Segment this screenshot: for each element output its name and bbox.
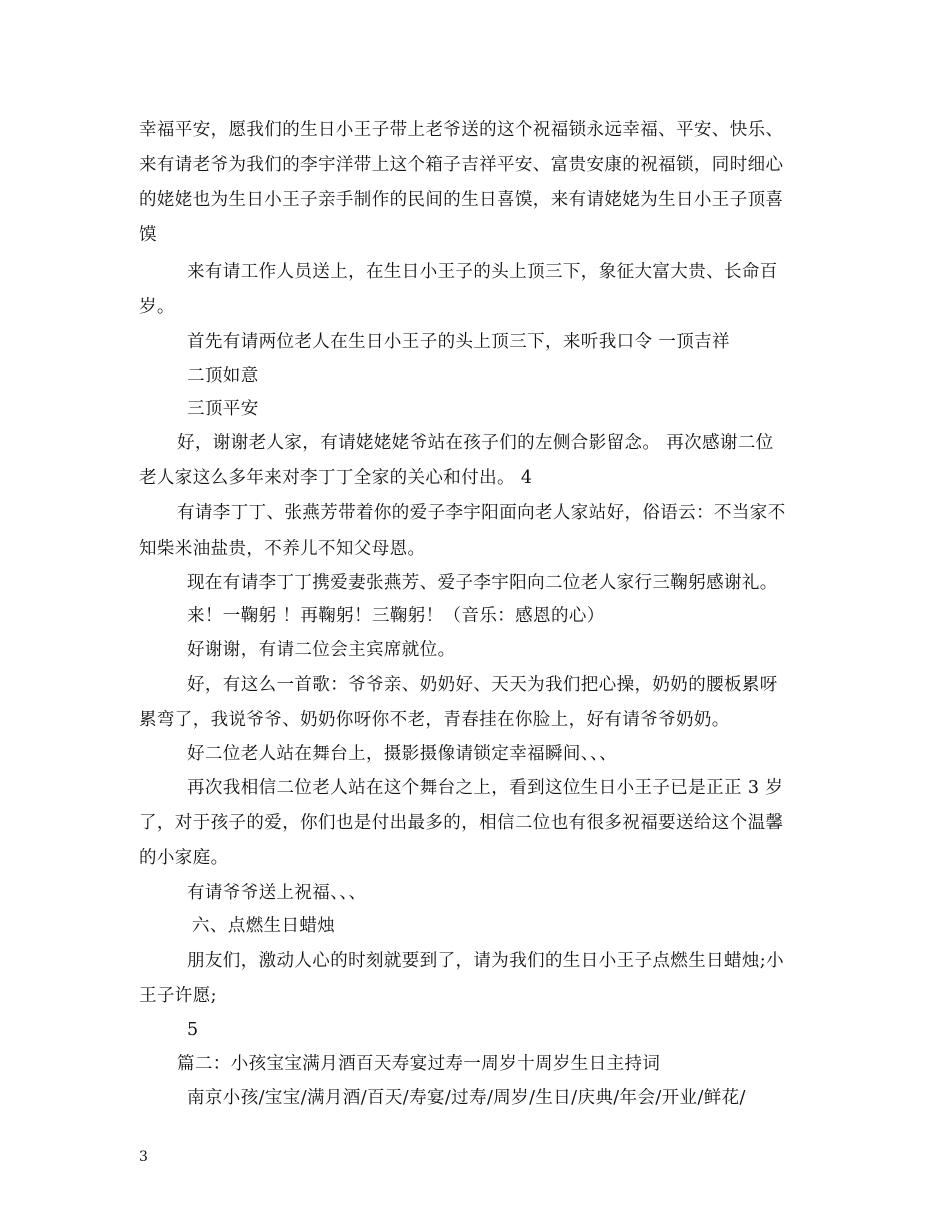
text-line: 好谢谢，有请二位会主宾席就位。 bbox=[187, 640, 456, 660]
section-heading: 篇二：小孩宝宝满月酒百天寿宴过寿一周岁十周岁生日主持词 bbox=[177, 1054, 661, 1074]
section-heading: 六、点燃生日蜡烛 bbox=[192, 916, 336, 936]
text-line: 累弯了，我说爷爷、奶奶你呀你不老，青春挂在你脸上，好有请爷爷奶奶。 bbox=[139, 710, 730, 730]
text-line: 了，对于孩子的爱，你们也是付出最多的，相信二位也有很多祝福要送给这个温馨 bbox=[139, 813, 784, 833]
text-line: 三顶平安 bbox=[187, 399, 259, 419]
text-line: 来有请老爷为我们的李宇洋带上这个箱子吉祥平安、富贵安康的祝福锁，同时细心 bbox=[139, 155, 784, 175]
text-line: 朋友们，激动人心的时刻就要到了，请为我们的生日小王子点燃生日蜡烛;小 bbox=[187, 951, 784, 971]
text-line: 现在有请李丁丁携爱妻张燕芳、爱子李宇阳向二位老人家行三鞠躬感谢礼。 bbox=[187, 573, 778, 593]
text-line: 馍 bbox=[139, 225, 157, 245]
page-number: 3 bbox=[139, 1149, 148, 1165]
text-line: 来！一鞠躬 ！再鞠躬！三鞠躬！（音乐：感恩的心） bbox=[187, 606, 605, 626]
text-line: 老人家这么多年来对李丁丁全家的关心和付出。 4 bbox=[139, 468, 533, 488]
text-line: 岁。 bbox=[139, 297, 175, 317]
text-line: 有请李丁丁、张燕芳带着你的爱子李宇阳面向老人家站好，俗语云：不当家不 bbox=[177, 503, 786, 523]
text-line: 好，谢谢老人家，有请姥姥姥爷站在孩子们的左侧合影留念。 再次感谢二位 bbox=[177, 433, 774, 453]
text-line: 再次我相信二位老人站在这个舞台之上，看到这位生日小王子已是正正 3 岁 bbox=[187, 778, 784, 798]
text-line: 南京小孩/宝宝/满月酒/百天/寿宴/过寿/周岁/生日/庆典/年会/开业/鲜花/ bbox=[187, 1088, 746, 1108]
text-line: 的小家庭。 bbox=[139, 848, 229, 868]
text-line: 首先有请两位老人在生日小王子的头上顶三下，来听我口令 一顶吉祥 bbox=[187, 332, 730, 352]
text-line: 来有请工作人员送上，在生日小王子的头上顶三下，象征大富大贵、长命百 bbox=[187, 262, 778, 282]
text-line: 知柴米油盐贵，不养儿不知父母恩。 bbox=[139, 539, 426, 559]
text-line: 有请爷爷送上祝福、、、 bbox=[187, 883, 367, 903]
text-line: 5 bbox=[187, 1020, 199, 1040]
text-line: 王子许愿; bbox=[139, 986, 217, 1006]
text-line: 好二位老人站在舞台上，摄影摄像请锁定幸福瞬间、、、 bbox=[187, 744, 617, 764]
text-line: 幸福平安，愿我们的生日小王子带上老爷送的这个祝福锁永远幸福、平安、快乐、 bbox=[139, 120, 784, 140]
text-line: 二顶如意 bbox=[187, 366, 259, 386]
text-line: 好，有这么一首歌：爷爷亲、奶奶好、天天为我们把心操，奶奶的腰板累呀 bbox=[187, 675, 778, 695]
text-line: 的姥姥也为生日小王子亲手制作的民间的生日喜馍，来有请姥姥为生日小王子顶喜 bbox=[139, 190, 784, 210]
